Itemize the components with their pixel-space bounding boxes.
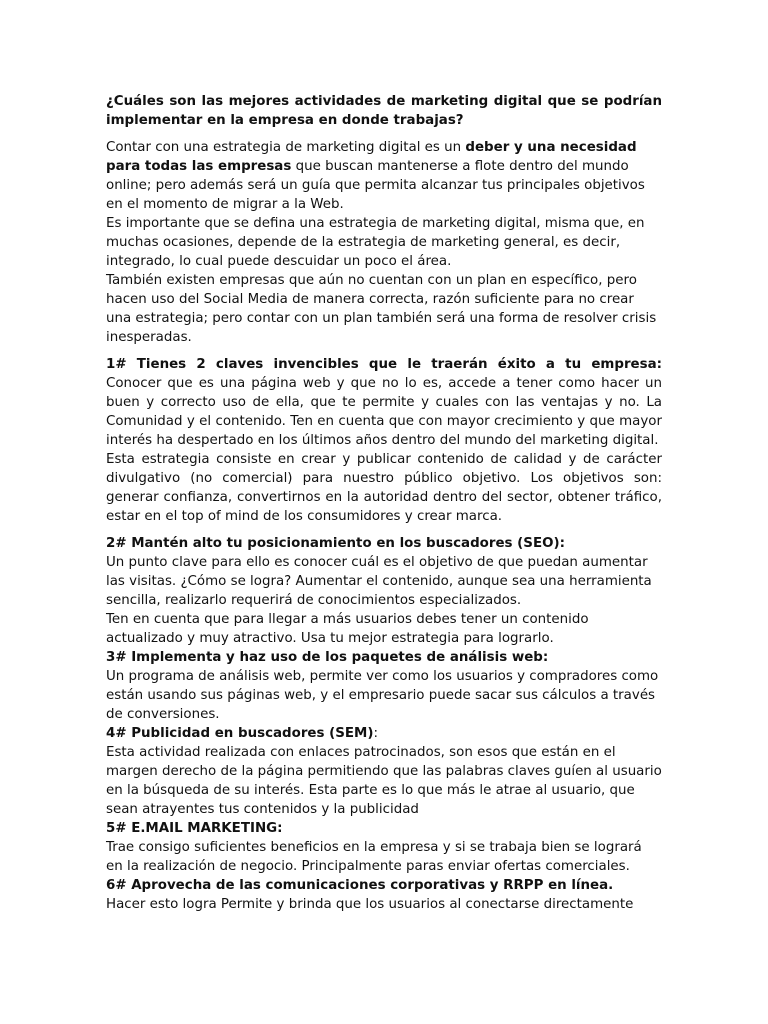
section-6-heading: 6# Aprovecha de las comunicaciones corporativas y RRPP en línea. bbox=[106, 878, 614, 893]
section-4-paragraph-1: Esta actividad realizada con enlaces patrocinados, son esos que están en el margen derecho de la página permitiendo que las palabras claves guíen al usuario en la búsqueda de su interés. Esta parte es lo que más le atrae al usuario, que sean atrayentes tus contenidos y la publicidad bbox=[106, 745, 662, 817]
section-1-paragraph-1: Conocer que es una página web y que no lo es, accede a tener como hacer un buen y correcto uso de ella, que te permite y cuales con las ventajas y no. La Comunidad y el contenido. Ten en cuenta que con mayor crecimiento y que mayor interés ha despertado en los últimos años dentro del mundo del marketing digital. bbox=[106, 376, 662, 448]
intro-paragraph-2: Es importante que se defina una estrategia de marketing digital, misma que, en muchas ocasiones, depende de la estrategia de marketing general, es decir, integrado, lo cual puede descuidar un poco el área. bbox=[106, 216, 645, 269]
section-4-heading bbox=[106, 724, 662, 743]
section-5-paragraph-1: Trae consigo suficientes beneficios en la empresa y si se trabaja bien se logrará en la realización de negocio. Principalmente paras enviar ofertas comerciales. bbox=[106, 840, 642, 874]
section-2-heading: 2# Mantén alto tu posicionamiento en los buscadores (SEO): bbox=[106, 536, 565, 551]
section-5-heading: 5# E.MAIL MARKETING: bbox=[106, 821, 283, 836]
section-2-paragraph-1: Un punto clave para ello es conocer cuál es el objetivo de que puedan aumentar las visitas. ¿Cómo se logra? Aumentar el contenido, aunque sea una herramienta sencilla, realizarlo requerirá de conocimientos especializados. bbox=[106, 555, 652, 608]
document-page bbox=[106, 92, 662, 914]
intro-p1-after: que buscan mantenerse a flote dentro del mundo online; pero además será un guía que permita alcanzar tus principales objetivos en el momento de migrar a la Web. bbox=[106, 159, 645, 212]
section-6-paragraph-1: Hacer esto logra Permite y brinda que los usuarios al conectarse directamente bbox=[106, 897, 634, 912]
section-3-heading: 3# Implementa y haz uso de los paquetes de análisis web: bbox=[106, 650, 549, 665]
section-2-paragraph-2: Ten en cuenta que para llegar a más usuarios debes tener un contenido actualizado y muy atractivo. Usa tu mejor estrategia para lograrlo. bbox=[106, 612, 589, 646]
section-4-heading-tail: : bbox=[373, 726, 379, 741]
section-1-heading: 1# Tienes 2 claves invencibles que le traerán éxito a tu empresa: bbox=[106, 357, 662, 372]
section-1-paragraph-2: Esta estrategia consiste en crear y publicar contenido de calidad y de carácter divulgativo (no comercial) para nuestro público objetivo. Los objetivos son: generar confianza, convertirnos en la autoridad dentro del sector, obtener tráfico, estar en el top of mind de los consumidores y crear marca. bbox=[106, 452, 662, 524]
intro-p1-before: Contar con una estrategia de marketing digital es un bbox=[106, 140, 466, 155]
section-3-paragraph-1: Un programa de análisis web, permite ver como los usuarios y compradores como están usando sus páginas web, y el empresario puede sacar sus cálculos a través de conversiones. bbox=[106, 669, 659, 722]
question-heading: ¿Cuáles son las mejores actividades de marketing digital que se podrían implementar en la empresa en donde trabajas? bbox=[106, 94, 662, 128]
intro-paragraph-1 bbox=[106, 138, 662, 214]
intro-paragraph-3: También existen empresas que aún no cuentan con un plan en específico, pero hacen uso del Social Media de manera correcta, razón suficiente para no crear una estrategia; pero contar con un plan también será una forma de resolver crisis inesperadas. bbox=[106, 273, 657, 345]
section-4-heading-bold: 4# Publicidad en buscadores (SEM) bbox=[106, 726, 374, 741]
intro-p1-bold: deber y una necesidad para todas las empresas bbox=[106, 140, 637, 174]
